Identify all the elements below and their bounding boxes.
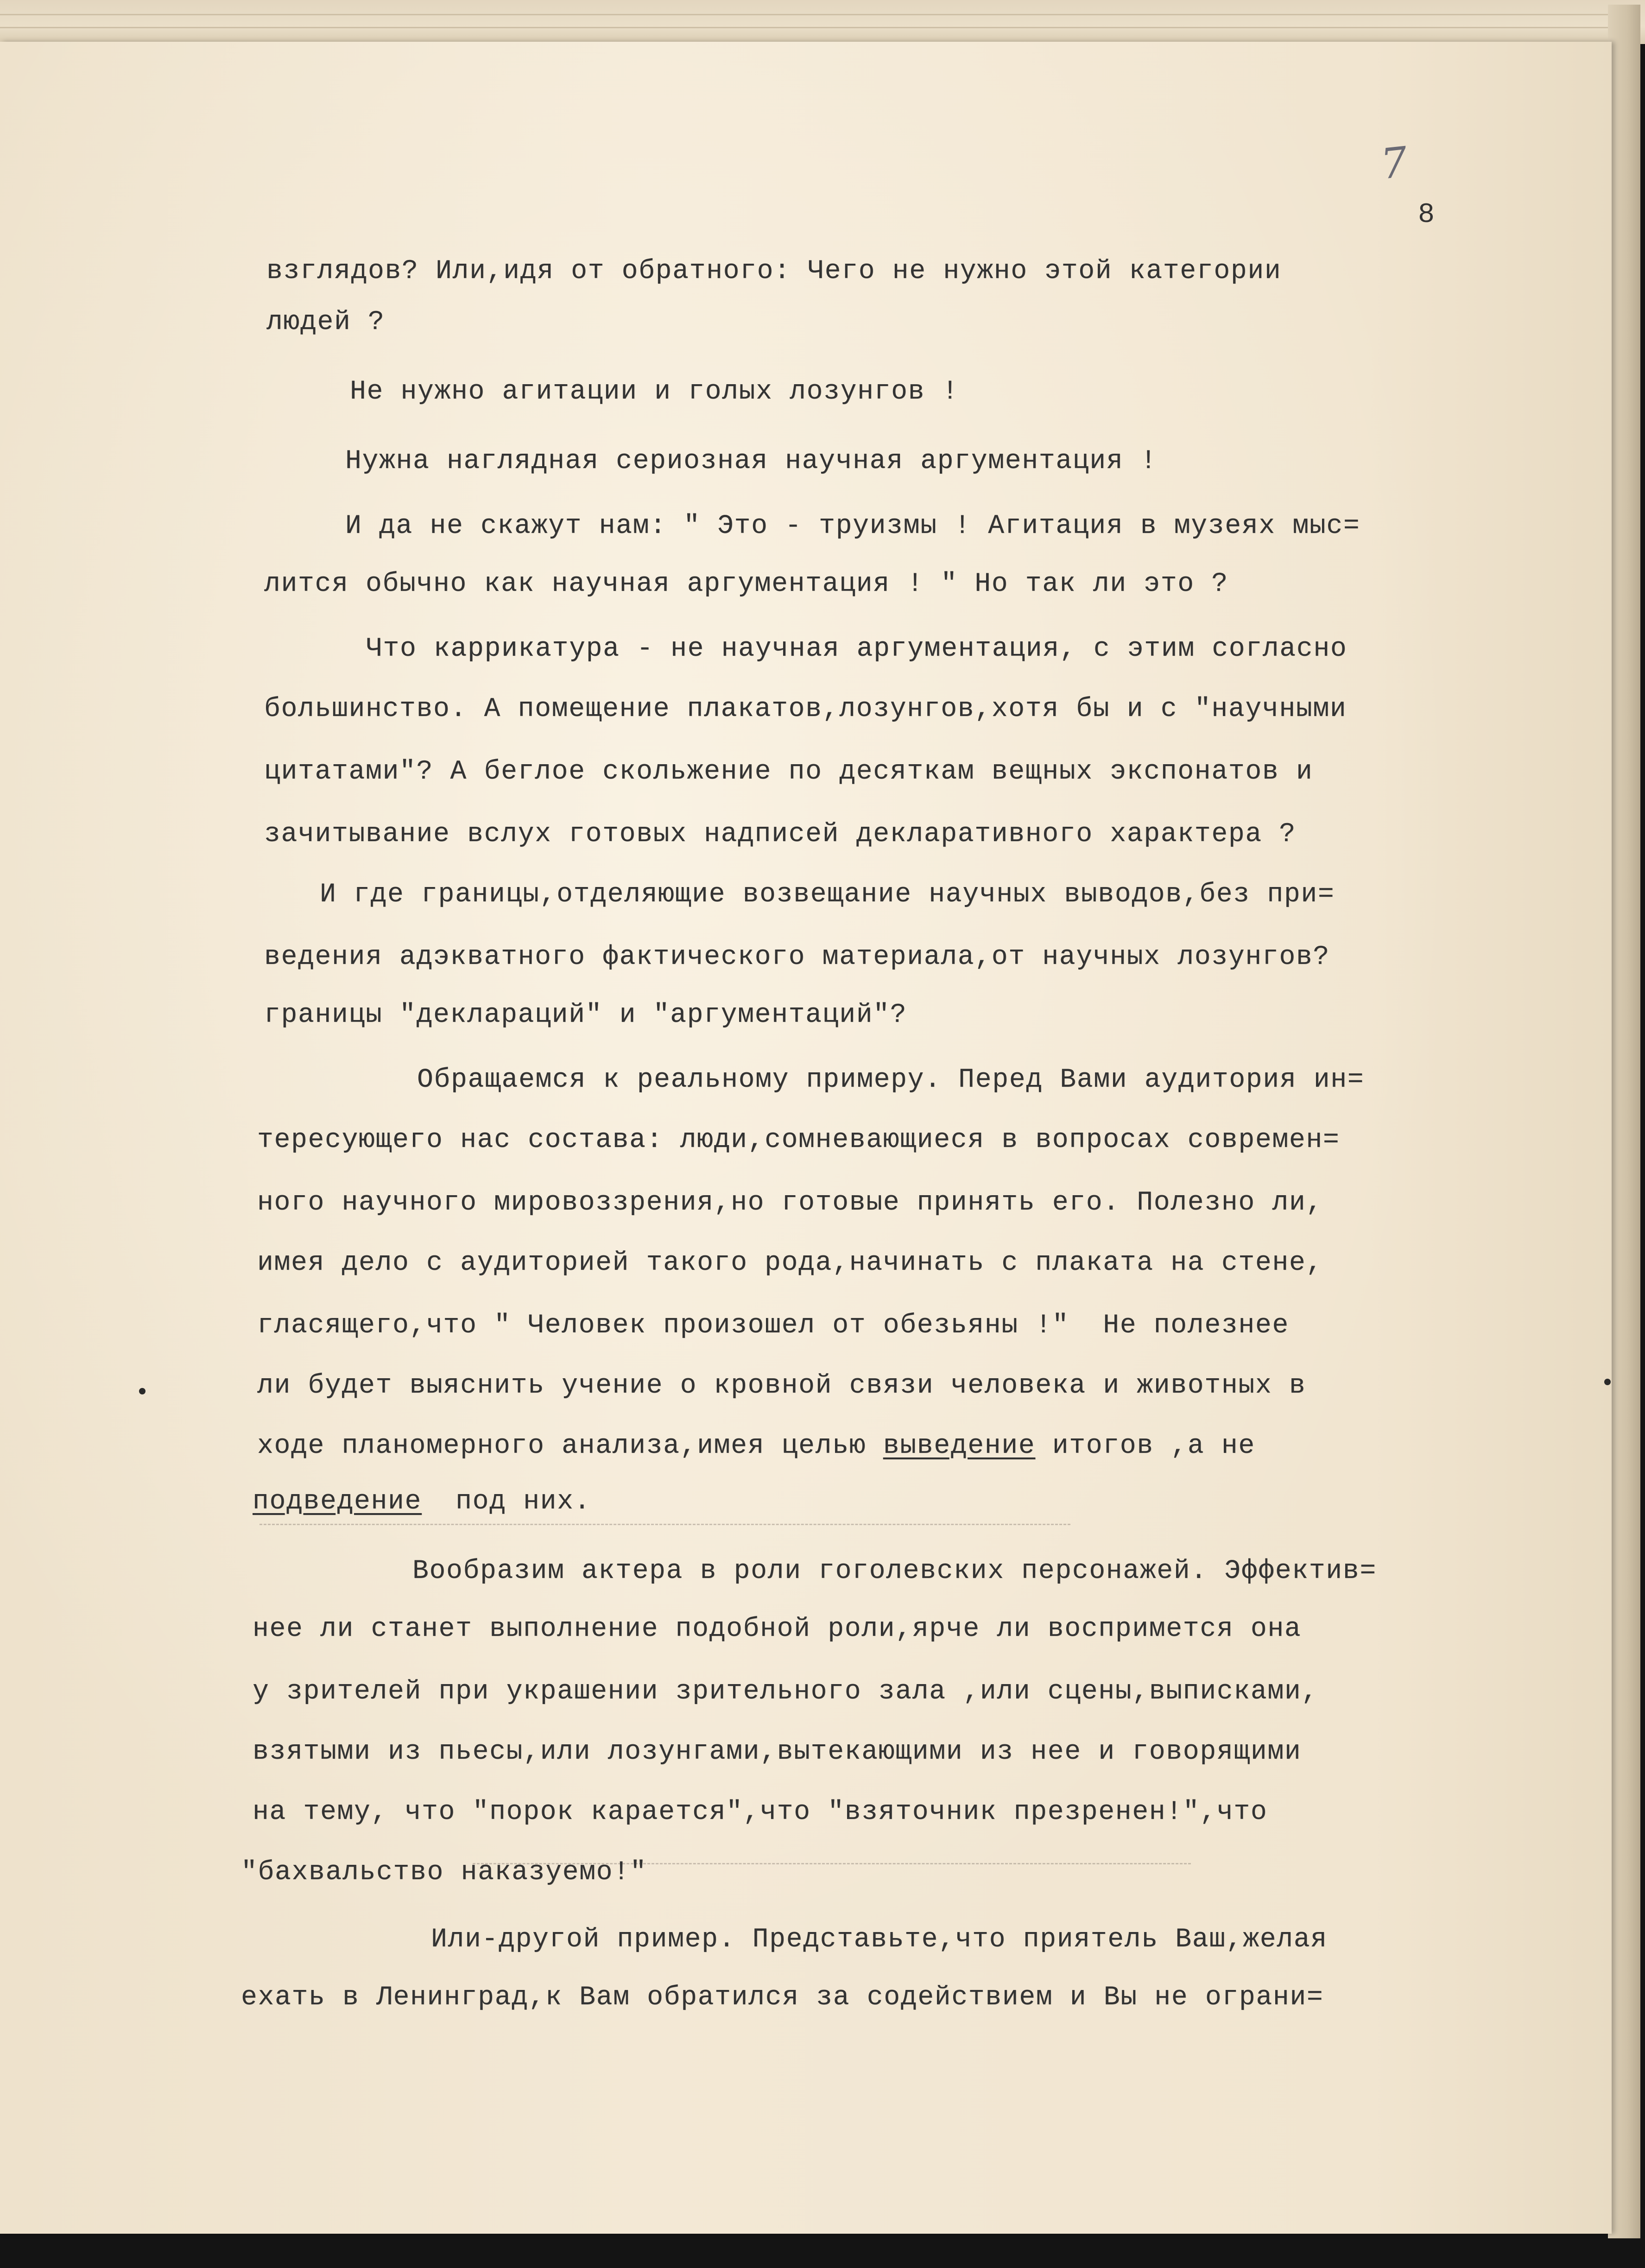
text-line: ного научного мировоззрения,но готовые принять его. Полезно ли, — [257, 1188, 1323, 1218]
text-line: гласящего,что " Человек произошел от обезьяны !" Не полезнее — [257, 1311, 1289, 1341]
text-line: И где границы,отделяющие возвещание научных выводов,без при= — [320, 880, 1335, 910]
sheet-edge-line — [0, 14, 1622, 15]
text-line: большинство. А помещение плакатов,лозунгов,хотя бы и с "научными — [264, 694, 1347, 724]
text-line: зачитывание вслух готовых надписей декларативного характера ? — [264, 819, 1296, 849]
underlined-word: выведение — [883, 1431, 1036, 1461]
archive-page-number: 7 — [1378, 138, 1410, 189]
text-line: ехать в Ленинград,к Вам обратился за содействием и Вы не ограни= — [241, 1983, 1324, 2013]
text-segment: итогов ,а не — [1035, 1431, 1255, 1461]
text-line: нее ли станет выполнение подобной роли,ярче ли воспримется она — [253, 1614, 1302, 1644]
text-line: границы "деклараций" и "аргументаций"? — [264, 1000, 907, 1030]
text-line — [253, 1485, 591, 1519]
text-line: Нужна наглядная сериозная научная аргументация ! — [345, 446, 1158, 476]
underlined-word: подведение — [253, 1487, 422, 1517]
text-line: взглядов? Или,идя от обратного: Чего не нужно этой категории — [266, 256, 1282, 286]
text-line: Обращаемся к реальному примеру. Перед Вами аудитория ин= — [417, 1065, 1365, 1095]
text-line: ли будет выяснить учение о кровной связи человека и животных в — [257, 1371, 1306, 1401]
typed-page-number: 8 — [1418, 199, 1435, 231]
stacked-sheets-edge — [0, 0, 1645, 44]
ink-speck — [139, 1388, 146, 1394]
ink-speck — [1604, 1379, 1611, 1385]
text-line: лится обычно как научная аргументация ! " Но так ли это ? — [264, 569, 1228, 599]
text-line: у зрителей при украшении зрительного зала ,или сцены,выписками, — [253, 1677, 1318, 1707]
text-line: Что каррикатура - не научная аргументация, с этим согласно — [366, 634, 1348, 664]
text-line: цитатами"? А беглое скольжение по десяткам вещных экспонатов и — [264, 757, 1313, 787]
text-line: "бахвальство наказуемо!" — [241, 1857, 647, 1888]
text-line — [257, 1430, 1255, 1463]
text-line: на тему, что "порок карается",что "взяточник презренен!",что — [253, 1797, 1268, 1827]
text-line: Не нужно агитации и голых лозунгов ! — [350, 377, 959, 407]
underlying-sheet-edge — [1608, 5, 1640, 2238]
text-line: тересующего нас состава: люди,сомневающиеся в вопросах современ= — [257, 1125, 1340, 1155]
text-line: ведения адэкватного фактического материала,от научных лозунгов? — [264, 942, 1330, 972]
text-segment: ходе планомерного анализа,имея целью — [257, 1431, 883, 1461]
text-line: взятыми из пьесы,или лозунгами,вытекающими из нее и говорящими — [253, 1737, 1302, 1767]
sheet-edge-line — [0, 27, 1608, 28]
faint-separator-dashes — [259, 1524, 1070, 1525]
text-line: И да не скажут нам: " Это - труизмы ! Агитация в музеях мыс= — [345, 511, 1360, 541]
text-segment: под них. — [422, 1487, 591, 1517]
text-line: людей ? — [266, 307, 385, 337]
text-line: Или-другой пример. Представьте,что приятель Ваш,желая — [431, 1925, 1328, 1955]
text-line: Вообразим актера в роли гоголевских персонажей. Эффектив= — [412, 1556, 1377, 1586]
text-line: имея дело с аудиторией такого рода,начинать с плаката на стене, — [257, 1248, 1323, 1278]
